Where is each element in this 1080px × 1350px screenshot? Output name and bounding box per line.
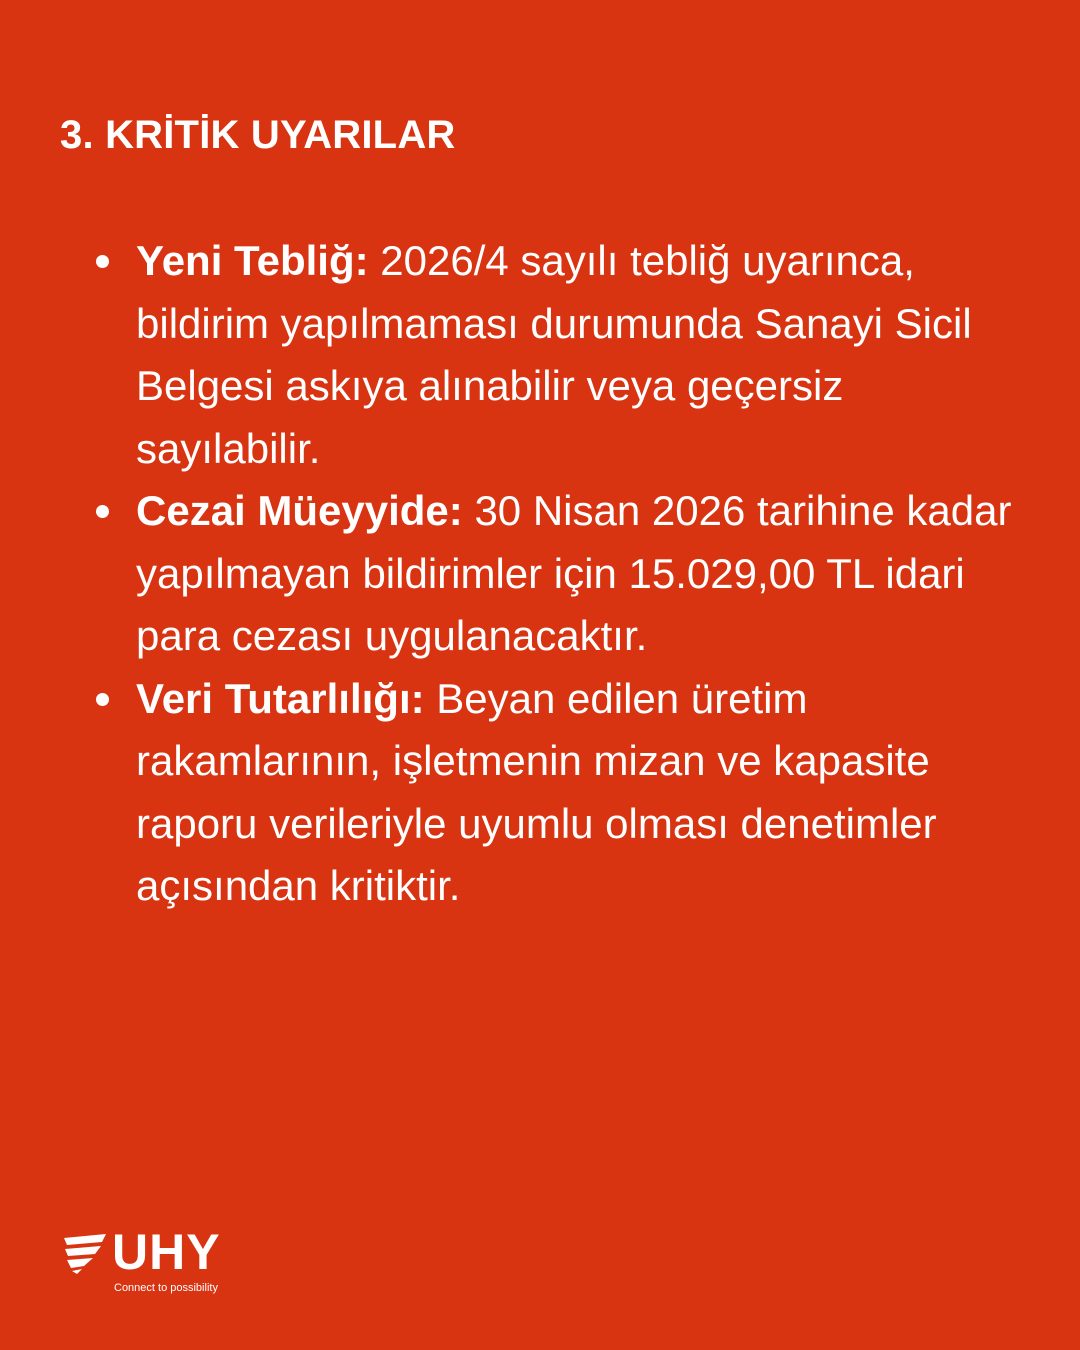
list-item-text: 2026/4 sayılı tebliğ uyarınca, bildirim yapılmaması durumunda Sanayi Sicil Belgesi askıya alınabilir veya geçersiz sayılabilir. xyxy=(136,237,972,472)
bullet-icon xyxy=(96,255,109,268)
bullet-icon xyxy=(96,693,109,706)
list-item xyxy=(96,480,1026,668)
list-item-term: Yeni Tebliğ: xyxy=(136,237,369,284)
page-title: 3. KRİTİK UYARILAR xyxy=(60,113,456,157)
bullet-icon xyxy=(96,505,109,518)
logo-tagline: Connect to possibility xyxy=(114,1282,218,1294)
warning-list xyxy=(96,230,1026,918)
list-item-text: 30 Nisan 2026 tarihine kadar yapılmayan bildirimler için 15.029,00 TL idari para cezası uygulanacaktır. xyxy=(136,487,1012,659)
logo-wordmark: UHY xyxy=(112,1224,221,1280)
list-item-term: Cezai Müeyyide: xyxy=(136,487,463,534)
uhy-swoosh-icon xyxy=(62,1232,108,1274)
list-item-term: Veri Tutarlılığı: xyxy=(136,674,425,722)
logo xyxy=(62,1224,262,1298)
list-item-text: Beyan edilen üretim rakamlarının, işletmenin mizan ve kapasite raporu verileriyle uyumlu olması denetimler açısından kritiktir. xyxy=(136,674,937,909)
list-item xyxy=(96,230,1026,480)
list-item xyxy=(96,668,1026,918)
